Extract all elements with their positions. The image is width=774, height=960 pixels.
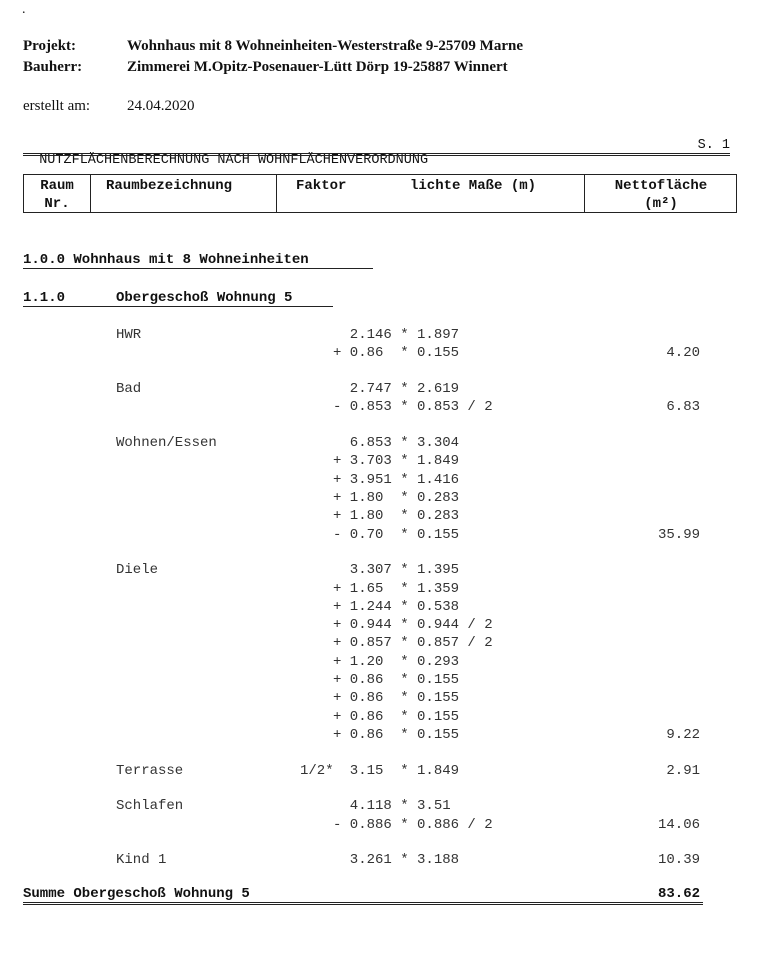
column-lichte-masse: lichte Maße (m) [410,178,537,194]
calc-line: + 3.703 * 1.849 [333,453,460,470]
calc-line: + 0.944 * 0.944 / 2 [333,617,493,634]
column-raum-nr-line1: Raum [40,178,74,194]
created-date: 24.04.2020 [127,98,195,114]
calc-line: + 1.65 * 1.359 [333,580,460,597]
calc-line: 2.747 * 2.619 [333,381,460,397]
net-area: 9.22 [666,726,700,743]
column-nettoflaeche-line1: Nettofläche [614,178,708,194]
net-area: 4.20 [666,345,700,362]
room-name: Terrasse [116,762,184,779]
column-raum-nr [24,177,90,213]
calc-line: 3.307 * 1.395 [333,562,460,579]
calc-line: 4.118 * 3.51 [333,798,451,815]
room-factor: 1/2* [300,762,334,779]
room-name: HWR [116,327,142,343]
calc-line: + 0.86 * 0.155 [333,690,460,707]
net-area: 35.99 [657,526,700,543]
calc-line: + 0.86 * 0.155 [333,672,460,688]
calc-line: + 1.80 * 0.283 [333,489,460,506]
project-value: Wohnhaus mit 8 Wohneinheiten-Westerstraße 9-25709 Marne [127,38,523,54]
title-underline [23,153,730,156]
page-number: S. 1 [697,138,730,153]
calc-line: - 0.886 * 0.886 / 2 [333,816,493,833]
column-nettoflaeche [584,177,738,213]
calc-line: + 1.20 * 0.293 [333,653,460,670]
calc-line: 3.15 * 1.849 [333,762,460,779]
calc-line: - 0.853 * 0.853 / 2 [333,399,493,416]
net-area: 14.06 [657,816,700,833]
room-name: Kind 1 [116,852,167,869]
calc-line: + 0.86 * 0.155 [333,345,460,362]
summary-label: Summe Obergeschoß Wohnung 5 [23,886,250,902]
created-label: erstellt am: [23,98,91,114]
calc-line: + 0.857 * 0.857 / 2 [333,635,493,652]
calc-line: + 3.951 * 1.416 [333,471,460,488]
column-raumbezeichnung: Raumbezeichnung [106,178,233,194]
calc-line: + 1.80 * 0.283 [333,508,460,525]
calc-line: - 0.70 * 0.155 [333,526,460,543]
subsection-number: 1.1.0 [23,290,66,306]
calc-line: 6.853 * 3.304 [333,435,460,451]
calc-line: + 0.86 * 0.155 [333,726,460,743]
column-raum-nr-line2: Nr. [44,196,70,212]
project-label: Projekt: [23,38,77,54]
calc-line: 2.146 * 1.897 [333,327,460,343]
calc-line: 3.261 * 3.188 [333,852,460,869]
net-area: 10.39 [657,852,700,869]
room-name: Diele [116,562,159,579]
calc-line: + 0.86 * 0.155 [333,708,460,725]
document-title: NUTZFLÄCHENBERECHNUNG NACH WOHNFLÄCHENVERORDNUNG [39,153,429,168]
room-name: Wohnen/Essen [116,435,217,451]
section-heading: 1.0.0 Wohnhaus mit 8 Wohneinheiten [23,252,309,268]
summary-underline [23,902,703,905]
subsection-title: Obergeschoß Wohnung 5 [116,290,293,306]
column-nettoflaeche-line2: (m²) [644,196,678,212]
subsection-underline [23,306,333,307]
room-name: Bad [116,381,142,397]
owner-value: Zimmerei M.Opitz-Posenauer-Lütt Dörp 19-25887 Winnert [127,59,508,75]
owner-label: Bauherr: [23,59,83,75]
room-name: Schlafen [116,798,184,815]
column-header-table [23,174,737,213]
column-faktor: Faktor [296,178,347,194]
column-divider [90,175,91,212]
page-mark: . [22,2,26,17]
column-divider [276,175,277,212]
net-area: 2.91 [666,762,700,779]
calc-line: + 1.244 * 0.538 [333,598,460,615]
section-underline [23,268,373,269]
net-area: 6.83 [666,399,700,416]
summary-value: 83.62 [657,886,700,902]
